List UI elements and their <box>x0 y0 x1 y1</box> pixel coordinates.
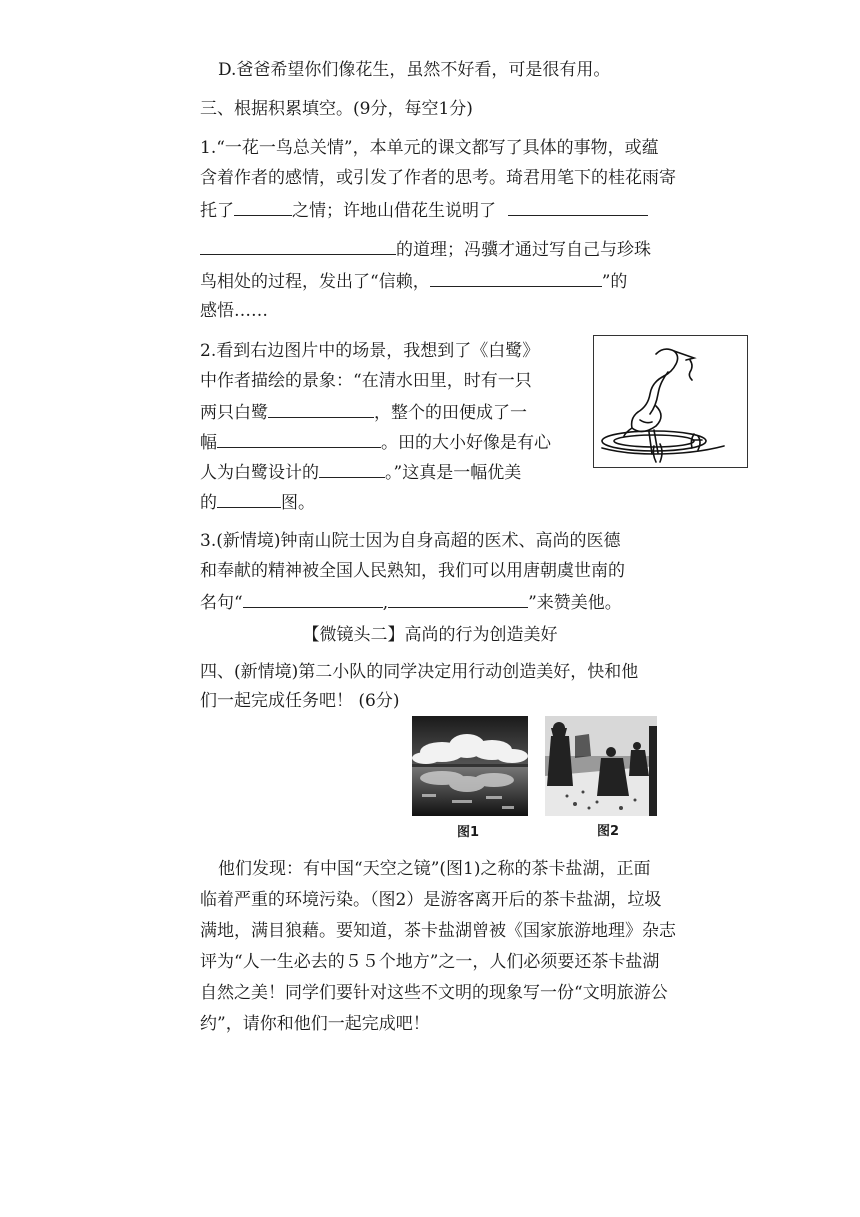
paragraph-line: 满地，满目狼藉。要知道，茶卡盐湖曾被《国家旅游地理》杂志 <box>200 921 676 941</box>
q2-line4-text-a: 幅 <box>200 433 217 453</box>
micro-heading: 【微镜头二】高尚的行为创造美好 <box>302 625 558 645</box>
option-d: D.爸爸希望你们像花生，虽然不好看，可是很有用。 <box>218 60 611 80</box>
q1-line4-text: 的道理；冯骥才通过写自己与珍珠 <box>396 240 651 260</box>
q2-line4-text-b: 。田的大小好像是有心 <box>381 433 551 453</box>
q3-line3-text-c: ”来赞美他。 <box>528 593 622 613</box>
blank-field[interactable] <box>234 197 292 216</box>
q2-line3 <box>200 399 527 425</box>
blank-field[interactable] <box>217 429 381 448</box>
section4-line2: 们一起完成任务吧！ (6分) <box>200 691 400 711</box>
paragraph-line: 约”，请你和他们一起完成吧！ <box>200 1014 430 1034</box>
q2-line5 <box>200 459 521 485</box>
blank-field[interactable] <box>217 489 281 508</box>
q1-line1: 1.“一花一鸟总关情”，本单元的课文都写了具体的事物，或蕴 <box>200 138 659 158</box>
q2-line3-text-b: ，整个的田便成了一 <box>374 403 527 423</box>
q3-line3-text-a: 名句“ <box>200 593 243 613</box>
q3-line3-comma: , <box>382 593 389 613</box>
q1-line3 <box>200 197 648 223</box>
figure2-photo <box>545 716 657 816</box>
q1-line6: 感悟…… <box>200 301 268 321</box>
q2-line3-text-a: 两只白鹭 <box>200 403 268 423</box>
blank-field[interactable] <box>268 399 374 418</box>
paragraph-line: 临着严重的环境污染。（图2）是游客离开后的茶卡盐湖，垃圾 <box>200 890 662 910</box>
blank-field[interactable] <box>430 268 602 287</box>
section4-line1: 四、(新情境)第二小队的同学决定用行动创造美好，快和他 <box>200 662 639 682</box>
q1-line5-text-a: 鸟相处的过程，发出了“信赖， <box>200 272 430 292</box>
q1-line4 <box>200 236 651 262</box>
blank-field[interactable] <box>388 589 528 608</box>
blank-field[interactable] <box>508 197 648 216</box>
q1-line5-text-b: ”的 <box>601 272 628 292</box>
q2-line5-text-a: 人为白鹭设计的 <box>200 463 319 483</box>
q1-line5 <box>200 268 627 294</box>
q2-line1: 2.看到右边图片中的场景，我想到了《白鹭》 <box>200 341 540 361</box>
q2-line6-text-b: 图。 <box>281 493 315 513</box>
q2-line2: 中作者描绘的景象：“在清水田里，时有一只 <box>200 371 532 391</box>
q2-line6-text-a: 的 <box>200 493 217 513</box>
q2-line6 <box>200 489 315 515</box>
paragraph-line: 评为“人一生必去的５５个地方”之一，人们必须要还茶卡盐湖 <box>200 952 660 972</box>
q1-line3-text-a: 托了 <box>200 201 234 221</box>
section3-heading: 三、根据积累填空。(9分，每空1分) <box>200 99 473 119</box>
paragraph-line: 他们发现：有中国“天空之镜”(图1)之称的茶卡盐湖，正面 <box>218 859 651 879</box>
q2-line5-text-b: 。”这真是一幅优美 <box>385 463 522 483</box>
figure1-photo <box>412 716 528 816</box>
blank-field[interactable] <box>319 459 385 478</box>
q2-line4 <box>200 429 551 455</box>
blank-field[interactable] <box>200 236 396 255</box>
salt-lake-image <box>412 716 528 816</box>
q3-line3 <box>200 589 622 615</box>
q3-line2: 和奉献的精神被全国人民熟知，我们可以用唐朝虞世南的 <box>200 561 625 581</box>
figure2-caption: 图2 <box>597 824 620 839</box>
egret-illustration <box>593 335 748 468</box>
blank-field[interactable] <box>243 589 383 608</box>
egret-drawing <box>594 336 747 467</box>
q3-line1: 3.(新情境)钟南山院士因为自身高超的医术、高尚的医德 <box>200 531 621 551</box>
figure1-caption: 图1 <box>457 825 480 840</box>
q1-line3-text-b: 之情；许地山借花生说明了 <box>292 201 496 221</box>
q1-line2: 含着作者的感情，或引发了作者的思考。琦君用笔下的桂花雨寄 <box>200 168 676 188</box>
paragraph-line: 自然之美！同学们要针对这些不文明的现象写一份“文明旅游公 <box>200 983 668 1003</box>
littered-lake-image <box>545 716 657 816</box>
